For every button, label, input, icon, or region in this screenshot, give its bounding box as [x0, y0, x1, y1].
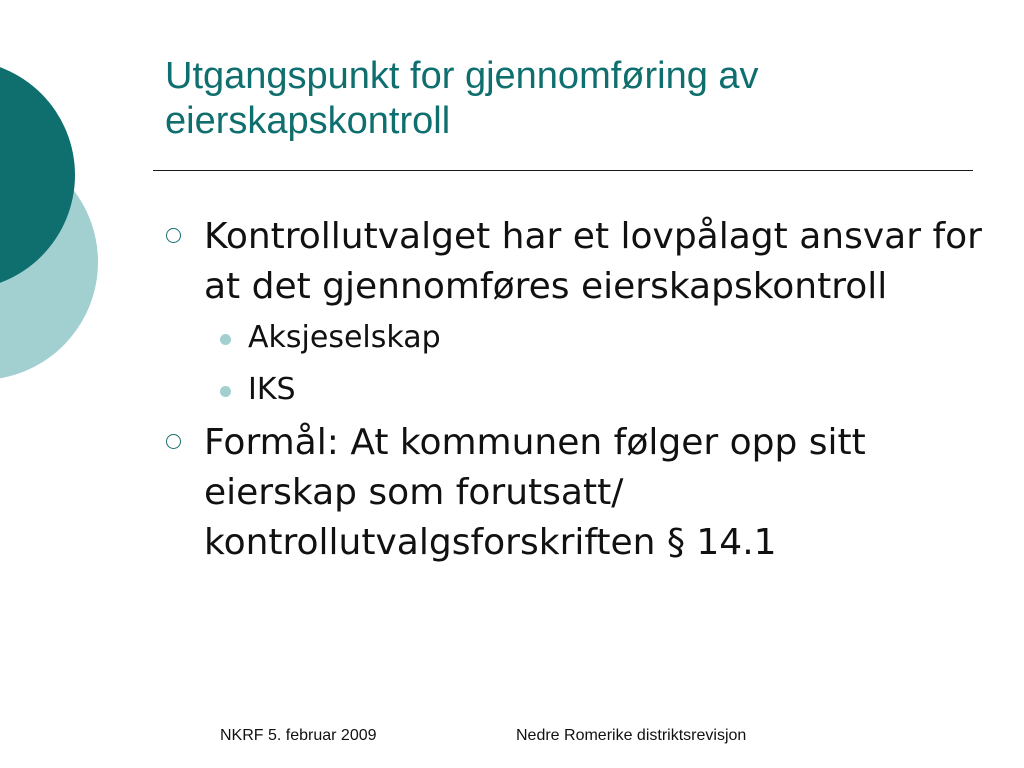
- filled-dot-bullet-icon: [220, 386, 231, 397]
- slide-body: [160, 212, 1000, 568]
- sub-bullet-item: [160, 364, 1000, 416]
- bullet-item: [160, 212, 1000, 312]
- slide-title: Utgangspunkt for gjennomføring av eierskapskontroll: [165, 55, 759, 142]
- bullet-item: [160, 418, 1000, 568]
- hollow-circle-bullet-icon: [166, 434, 181, 449]
- sub-bullet-item: [160, 312, 1000, 364]
- sub-bullet-text: IKS: [248, 372, 296, 407]
- bullet-text: Kontrollutvalget har et lovpålagt ansvar for at det gjennomføres eierskapskontroll: [204, 216, 982, 307]
- hollow-circle-bullet-icon: [166, 228, 181, 243]
- sub-bullet-text: Aksjeselskap: [248, 320, 441, 355]
- decorative-circles: [0, 0, 110, 420]
- bullet-text: Formål: At kommunen følger opp sitt eierskap som forutsatt/ kontrollutvalgsforskriften § 14.1: [204, 422, 866, 563]
- title-divider: [153, 170, 973, 171]
- filled-dot-bullet-icon: [220, 334, 231, 345]
- footer-date: NKRF 5. februar 2009: [220, 727, 377, 744]
- footer-organization: Nedre Romerike distriktsrevisjon: [516, 727, 747, 744]
